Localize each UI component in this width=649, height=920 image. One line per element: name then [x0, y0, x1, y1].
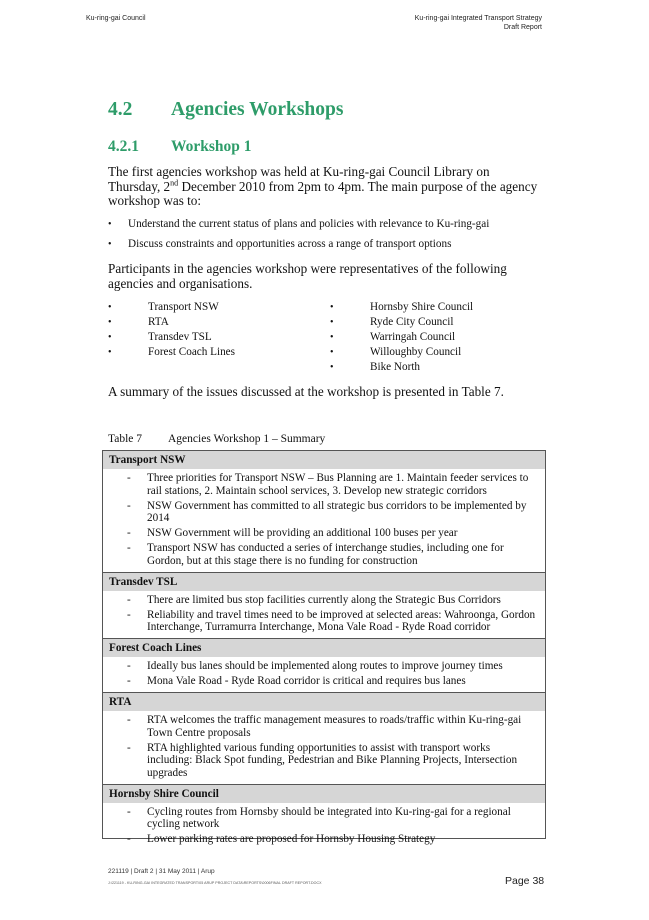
- dash-icon: -: [127, 675, 131, 687]
- item-text: NSW Government will be providing an additional 100 buses per year: [147, 527, 458, 539]
- table-item: [103, 594, 545, 607]
- bullet-icon: •: [108, 332, 112, 343]
- section-title: Agencies Workshops: [171, 99, 344, 120]
- agency-item: [330, 300, 473, 315]
- table-item: [103, 542, 545, 567]
- bullet-icon: •: [330, 332, 334, 343]
- table-item: [103, 660, 545, 673]
- dash-icon: -: [127, 714, 131, 726]
- agency-item: [108, 330, 235, 345]
- agencies-list-right: [330, 300, 473, 375]
- agency-name: Transport NSW: [148, 301, 219, 313]
- item-text: RTA welcomes the traffic management measures to roads/traffic within Ku-ring-gai Town Centre proposals: [147, 714, 522, 739]
- table-section-heading: Transdev TSL: [103, 572, 545, 591]
- header-right-subtitle: Draft Report: [503, 24, 542, 31]
- table-number: Table 7: [108, 433, 143, 445]
- agency-name: Bike North: [370, 361, 421, 373]
- agency-name: Forest Coach Lines: [148, 346, 235, 358]
- dash-icon: -: [127, 660, 131, 672]
- item-text: RTA highlighted various funding opportunities to assist with transport works including: Black Spot funding, Pedestrian and Bike Planning Projects, Intersection upgrades: [147, 741, 518, 779]
- item-text: Lower parking rates are proposed for Hornsby Housing Strategy: [147, 833, 436, 845]
- intro-paragraph: [108, 165, 538, 209]
- agency-item: [330, 345, 473, 360]
- table-section-heading: RTA: [103, 692, 545, 711]
- section-number: 4.2: [108, 99, 133, 120]
- agency-name: Ryde City Council: [370, 316, 454, 328]
- summary-paragraph: A summary of the issues discussed at the workshop is presented in Table 7.: [108, 384, 504, 399]
- header-left: Ku-ring-gai Council: [86, 15, 146, 22]
- intro-text-2: December 2010 from 2pm to 4pm. The main purpose of the agency workshop was to:: [108, 178, 538, 208]
- agency-item: [108, 300, 235, 315]
- item-text: Three priorities for Transport NSW – Bus Planning are 1. Maintain feeder services to rail stations, 2. Maintain school services, 3. Develop new strategic corridors: [147, 472, 529, 497]
- dash-icon: -: [127, 542, 131, 554]
- dash-icon: -: [127, 527, 131, 539]
- purpose-bullet: [108, 218, 489, 230]
- table-item: [103, 714, 545, 739]
- agency-name: Hornsby Shire Council: [370, 301, 474, 313]
- table-item: [103, 609, 545, 634]
- dash-icon: -: [127, 593, 131, 606]
- item-text: There are limited bus stop facilities currently along the Strategic Bus Corridors: [147, 593, 501, 606]
- subsection-title: Workshop 1: [171, 138, 252, 155]
- item-text: Reliability and travel times need to be improved at selected areas: Wahroonga, Gordon Interchange, Turramurra Interchange, Mona Vale Road - Ryde Road corridor: [147, 608, 536, 633]
- participants-paragraph: Participants in the agencies workshop were representatives of the following agencies and organisations.: [108, 261, 507, 291]
- table-item: [103, 527, 545, 540]
- agency-name: Warringah Council: [370, 331, 456, 343]
- intro-superscript: nd: [170, 178, 179, 188]
- purpose-bullet: [108, 238, 451, 250]
- table-section-heading: Transport NSW: [103, 451, 545, 469]
- bullet-icon: •: [108, 317, 112, 328]
- agency-name: RTA: [148, 316, 169, 328]
- table-title: Agencies Workshop 1 – Summary: [168, 433, 326, 445]
- item-text: Transport NSW has conducted a series of interchange studies, including one for Gordon, but at this stage there is no funding for construction: [147, 542, 504, 567]
- agency-item: [330, 330, 473, 345]
- page-number: Page 38: [505, 875, 545, 887]
- table-item: [103, 742, 545, 780]
- item-text: Cycling routes from Hornsby should be integrated into Ku-ring-gai for a regional cycling network: [147, 805, 511, 830]
- table-section-body: [103, 711, 545, 784]
- table-item: [103, 472, 545, 497]
- table-item: [103, 806, 545, 831]
- bullet-icon: •: [108, 239, 112, 250]
- bullet-icon: •: [108, 219, 112, 230]
- bullet-icon: •: [330, 347, 334, 358]
- item-text: Mona Vale Road - Ryde Road corridor is critical and requires bus lanes: [147, 675, 466, 687]
- item-text: Ideally bus lanes should be implemented along routes to improve journey times: [147, 660, 503, 672]
- header-right: [330, 14, 542, 32]
- agency-item: [108, 315, 235, 330]
- table-section-heading: Hornsby Shire Council: [103, 784, 545, 803]
- footer-document-info: 221119 | Draft 2 | 31 May 2011 | Arup: [108, 868, 215, 875]
- intro-text-1: The first agencies workshop was held at Ku-ring-gai Council Library on Thursday, 2: [108, 164, 490, 194]
- summary-table: [102, 450, 546, 845]
- item-text: NSW Government has committed to all strategic bus corridors to be implemented by 2014: [147, 499, 527, 524]
- table-section-heading: Forest Coach Lines: [103, 638, 545, 657]
- dash-icon: -: [127, 833, 131, 845]
- purpose-text: Understand the current status of plans and policies with relevance to Ku-ring-gai: [128, 218, 490, 230]
- agency-name: Transdev TSL: [148, 331, 212, 343]
- section-heading: [108, 99, 343, 121]
- bullet-icon: •: [330, 317, 334, 328]
- subsection-number: 4.2.1: [108, 138, 139, 155]
- bullet-icon: •: [330, 362, 334, 373]
- table-section-body: [103, 469, 545, 572]
- agency-item: [330, 315, 473, 330]
- agency-name: Willoughby Council: [370, 346, 462, 358]
- table-section-body: [103, 657, 545, 692]
- bullet-icon: •: [108, 347, 112, 358]
- subsection-heading: [108, 138, 252, 156]
- table-section-body: [103, 803, 545, 851]
- agency-item: [330, 360, 473, 375]
- table-section-body: [103, 591, 545, 639]
- purpose-text: Discuss constraints and opportunities across a range of transport options: [128, 238, 452, 250]
- bullet-icon: •: [108, 302, 112, 313]
- footer-file-path: J:\221119 - KU-RING-GAI INTEGRATED TRANSPORT\05 ARUP PROJECT DATA\REPORTS\0006FINAL DRAFT REPORT.DOCX: [108, 881, 322, 885]
- dash-icon: -: [127, 499, 131, 512]
- table-caption: [108, 433, 325, 445]
- header-right-title: Ku-ring-gai Integrated Transport Strategy: [414, 15, 542, 22]
- dash-icon: -: [127, 472, 131, 484]
- agencies-list-left: [108, 300, 235, 360]
- table-item: [103, 675, 545, 688]
- dash-icon: -: [127, 608, 131, 621]
- agency-item: [108, 345, 235, 360]
- table-item: [103, 833, 545, 846]
- bullet-icon: •: [330, 302, 334, 313]
- dash-icon: -: [127, 741, 131, 754]
- table-item: [103, 500, 545, 525]
- dash-icon: -: [127, 805, 131, 818]
